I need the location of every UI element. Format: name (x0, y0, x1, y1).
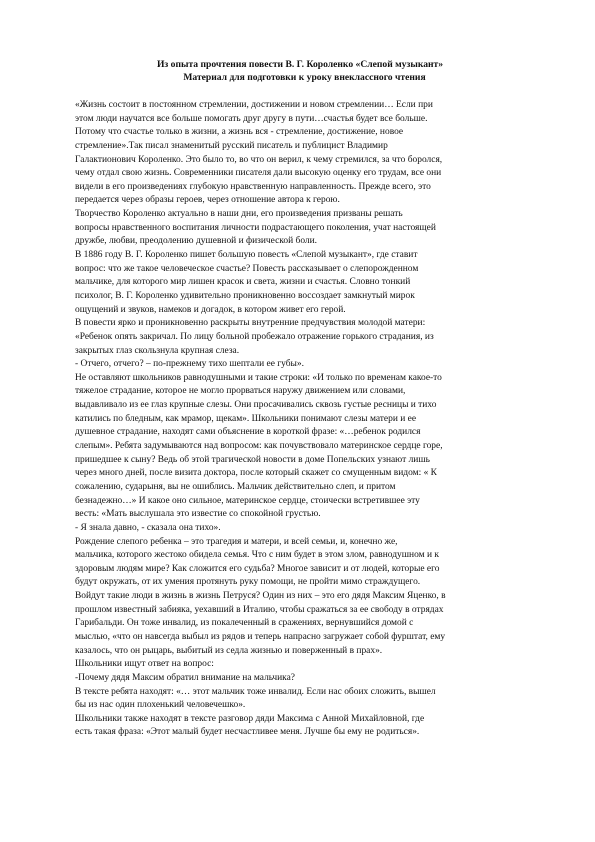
text-line: мальчике, для которого мир лишен красок и света, жизни и счастья. Словно тонкий (75, 277, 411, 288)
text-line: тяжелое страдание, которое не могло прорваться наружу движением или словами, (75, 386, 406, 397)
page-header (0, 58, 595, 84)
text-line: чему отдал свою жизнь. Современники писателя дали высокую оценку его трудам, все они (75, 168, 442, 179)
text-line: пришедшее к сыну? Ведь об этой трагической новости в доме Попельских узнают лишь (75, 454, 430, 465)
text-line: Школьники также находят в тексте разговор дяди Максима с Анной Михайловной, где (75, 713, 425, 724)
text-line: душевное страдание, находят сами объяснение в короткой фразе: «…ребенок родился (75, 427, 421, 438)
text-line: В 1886 году В. Г. Короленко пишет большую повесть «Слепой музыкант», где ставит (75, 250, 418, 261)
text-line: мальчика, которого жестоко обидела семья. Что с ним будет в этом злом, равнодушном и к (75, 550, 439, 561)
text-line: психолог, В. Г. Короленко удивительно проникновенно воссоздает замкнутый мирок (75, 290, 415, 301)
text-line: Гарибальди. Он тоже инвалид, из покалеченный в сражениях, вернувшийся домой с (75, 618, 414, 629)
body-text (75, 99, 553, 740)
text-line: «Ребенок опять закричал. По лицу больной пробежало отражение горького страдания, из (75, 331, 434, 342)
text-line: Рождение слепого ребенка – это трагедия и матери, и всей семьи, и, конечно же, (75, 536, 398, 547)
text-line: вопрос: что же такое человеческое счастье? Повесть рассказывает о слепорожденном (75, 263, 419, 274)
text-line: казалось, что он рыцарь, выбитый из седла жизнью и поверженный в прах». (75, 645, 383, 656)
text-line: видели в его произведениях глубокую нравственную направленность. Прежде всего, это (75, 181, 431, 192)
text-line: Не оставляют школьников равнодушными и такие строки: «И только по временам какое-то (75, 372, 442, 383)
text-line: бы из нас один плохенький человечешко». (75, 700, 246, 711)
text-line: сожалению, сударыня, вы не ошиблись. Мальчик действительно слеп, и притом (75, 481, 396, 492)
text-line: Школьники ищут ответ на вопрос: (75, 659, 214, 670)
text-line: передается через образы героев, через отношение автора к герою. (75, 195, 340, 206)
text-line: этом люди научатся все больше помогать друг другу в пути…счастья будет все больше. (75, 113, 428, 124)
text-line: выдавливало из ее глаз крупные слезы. Они просачивались сквозь густые ресницы и тихо (75, 400, 437, 411)
text-line: безнадежно…» И какое оно сильное, материнское сердце, стоически встретившее эту (75, 495, 420, 506)
text-line: Войдут такие люди в жизнь в жизнь Петруся? Один из них – это его дядя Максим Яценко, в (75, 591, 446, 602)
text-line: дружбе, любви, преодолению душевной и физической боли. (75, 236, 318, 247)
text-line: Потому что счастье только в жизни, а жизнь вся - стремление, достижение, новое (75, 127, 404, 138)
text-line: - Отчего, отчего? – по-прежнему тихо шептали ее губы». (75, 359, 304, 370)
text-line: весть: «Мать выслушала это известие со спокойной грустью. (75, 509, 321, 520)
text-line: ощущений и звуков, намеков и догадок, в котором живет его герой. (75, 304, 346, 315)
text-line: вопросы нравственного воспитания личности подрастающего поколения, учат настоящей (75, 222, 436, 233)
text-line: через много дней, после визита доктора, после который скажет со смущенным видом: « К (75, 468, 437, 479)
text-line: Галактионович Короленко. Это было то, во что он верил, к чему стремился, за что боролся, (75, 154, 443, 165)
text-line: В тексте ребята находят: «… этот мальчик тоже инвалид. Если нас обоих сложить, вышел (75, 686, 436, 697)
text-line: прошлом известный забияка, уехавший в Италию, чтобы сражаться за ее свободу в отрядах (75, 604, 444, 615)
text-line: - Я знала давно, - сказала она тихо». (75, 522, 221, 533)
text-line: закрытых глаз скользнула крупная слеза. (75, 345, 240, 356)
text-line: «Жизнь состоит в постоянном стремлении, достижении и новом стремлении… Если при (75, 100, 433, 110)
document-subtitle: Материал для подготовки к уроку внеклассного чтения (183, 72, 426, 83)
text-line: есть такая фраза: «Этот малый будет несчастливее меня. Лучше бы ему не родиться». (75, 727, 420, 738)
text-line: -Почему дядя Максим обратил внимание на мальчика? (75, 672, 295, 683)
text-line: В повести ярко и проникновенно раскрыты внутренние предчувствия молодой матери: (75, 318, 426, 329)
text-line: стремление».Так писал знаменитый русский писатель и публицист Владимир (75, 140, 388, 151)
text-line: здоровым людям мире? Как сложится его судьба? Многое зависит и от людей, которые его (75, 563, 440, 574)
document-title: Из опыта прочтения повести В. Г. Короленко «Слепой музыкант» (156, 59, 444, 70)
text-line: катились по бледным, как мрамор, щекам». Школьники понимают слезы матери и ее (75, 413, 417, 424)
text-line: мыслью, «что он навсегда выбыл из рядов и теперь напрасно загружает собой фурштат, ему (75, 631, 446, 642)
text-line: будут окружать, от их умения протянуть руку помощи, не пройти мимо страждущего. (75, 577, 421, 588)
text-line: слепым». Ребята задумываются над вопросом: как почувствовало материнское сердце горе, (75, 441, 443, 452)
text-line: Творчество Короленко актуально в наши дни, его произведения призваны решать (75, 209, 403, 220)
